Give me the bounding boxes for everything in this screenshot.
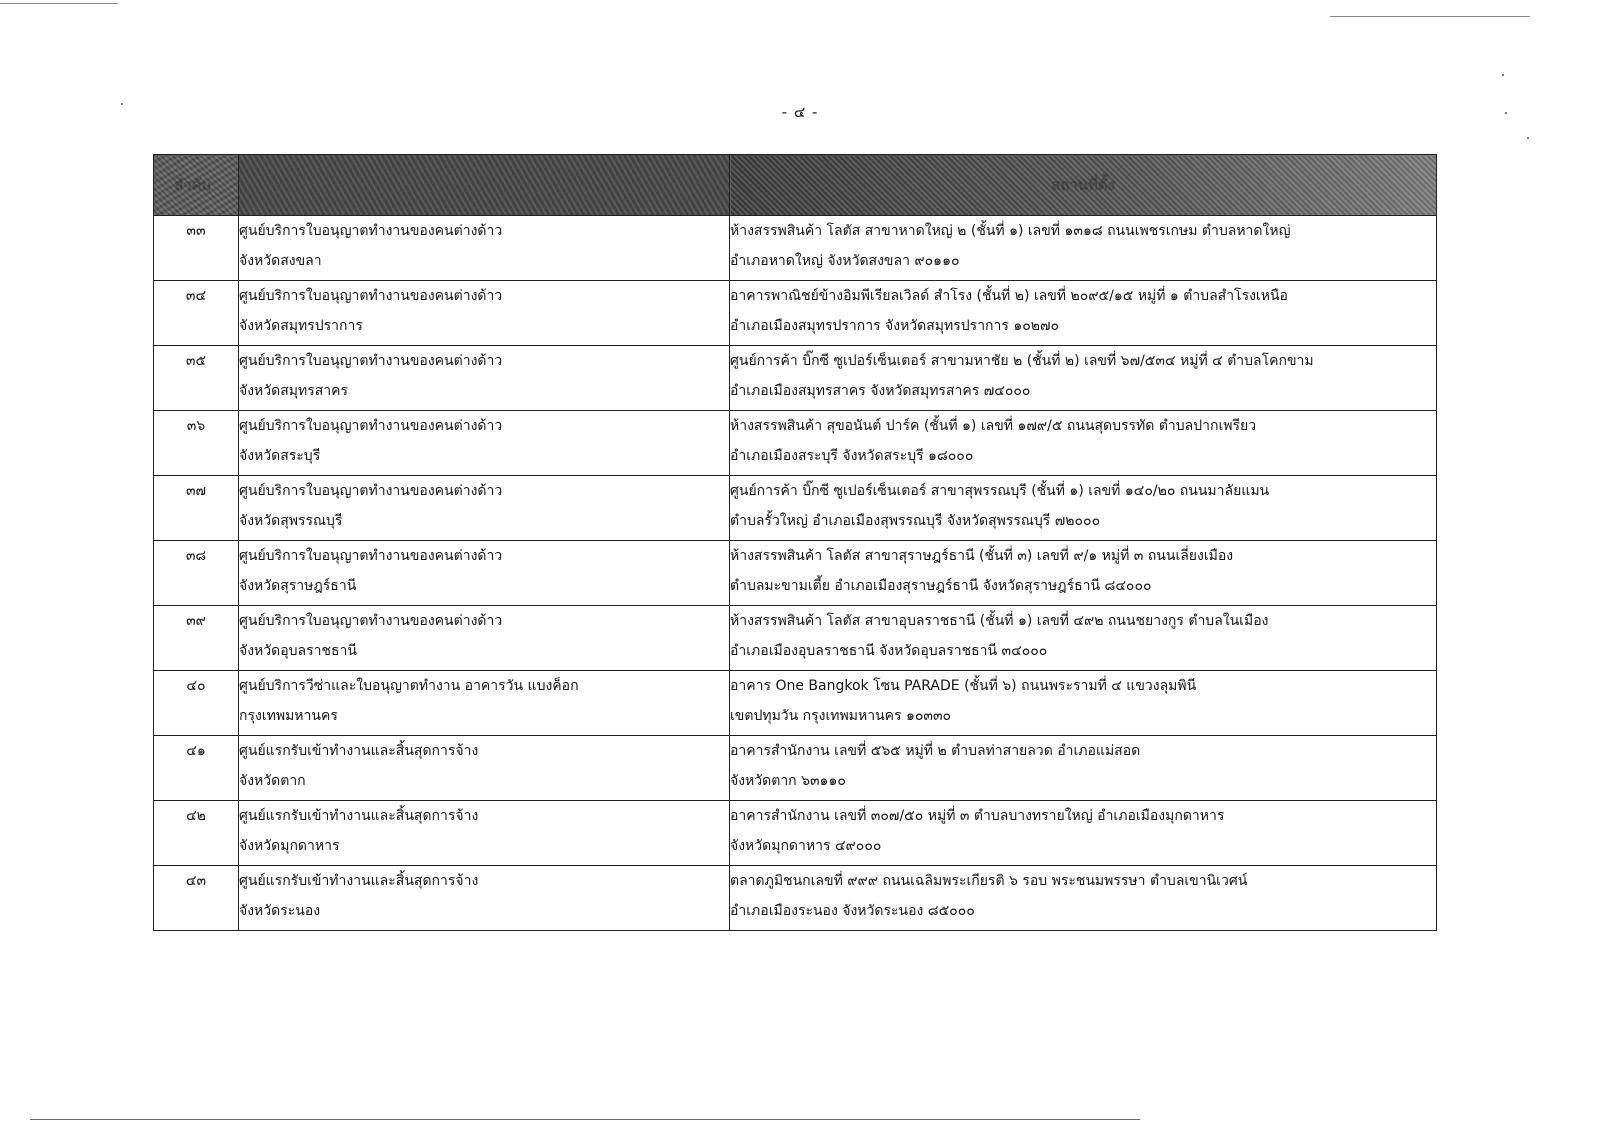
center-name-line: ศูนย์บริการใบอนุญาตทำงานของคนต่างด้าว (239, 288, 503, 304)
scan-speck (1527, 137, 1529, 139)
address-cell (730, 541, 1437, 606)
address-line: ห้างสรรพสินค้า สุขอนันต์ ปาร์ค (ชั้นที่ ๑) เลขที่ ๑๗๙/๕ ถนนสุดบรรทัด ตำบลปากเพรียว (730, 418, 1257, 434)
page-number: - ๔ - (781, 103, 819, 121)
row-number: ๓๗ (154, 476, 239, 541)
address-line: ห้างสรรพสินค้า โลตัส สาขาหาดใหญ่ ๒ (ชั้นที่ ๑) เลขที่ ๑๓๑๘ ถนนเพชรเกษม ตำบลหาดใหญ่ (730, 223, 1291, 239)
center-name-line: ศูนย์บริการใบอนุญาตทำงานของคนต่างด้าว (239, 418, 503, 434)
center-name-cell (239, 281, 730, 346)
center-province-line: จังหวัดอุบลราชธานี (239, 643, 357, 659)
address-line: อำเภอเมืองระนอง จังหวัดระนอง ๘๕๐๐๐ (730, 903, 975, 919)
table-row (154, 411, 1437, 476)
address-cell (730, 216, 1437, 281)
address-cell (730, 866, 1437, 931)
address-cell (730, 671, 1437, 736)
center-name-line: ศูนย์แรกรับเข้าทำงานและสิ้นสุดการจ้าง (239, 873, 479, 889)
table-row (154, 346, 1437, 411)
address-line: อาคารสำนักงาน เลขที่ ๕๖๕ หมู่ที่ ๒ ตำบลท่าสายลวด อำเภอแม่สอด (730, 743, 1141, 759)
address-line: ตำบลรั้วใหญ่ อำเภอเมืองสุพรรณบุรี จังหวัดสุพรรณบุรี ๗๒๐๐๐ (730, 513, 1101, 529)
address-line: จังหวัดมุกดาหาร ๔๙๐๐๐ (730, 838, 882, 854)
table-row (154, 476, 1437, 541)
center-province-line: จังหวัดสุพรรณบุรี (239, 513, 343, 529)
center-province-line: จังหวัดสงขลา (239, 253, 322, 269)
address-line: ห้างสรรพสินค้า โลตัส สาขาอุบลราชธานี (ชั้นที่ ๑) เลขที่ ๔๙๒ ถนนชยางกูร ตำบลในเมือง (730, 613, 1269, 629)
address-cell (730, 346, 1437, 411)
center-name-cell (239, 671, 730, 736)
address-line: อำเภอเมืองอุบลราชธานี จังหวัดอุบลราชธานี ๓๔๐๐๐ (730, 643, 1048, 659)
center-name-line: ศูนย์บริการใบอนุญาตทำงานของคนต่างด้าว (239, 548, 503, 564)
center-name-cell (239, 801, 730, 866)
row-number: ๓๙ (154, 606, 239, 671)
table-row (154, 866, 1437, 931)
center-name-cell (239, 346, 730, 411)
top-right-scan-line (1330, 16, 1530, 17)
address-cell (730, 801, 1437, 866)
address-line: ศูนย์การค้า บิ๊กซี ซูเปอร์เซ็นเตอร์ สาขาสุพรรณบุรี (ชั้นที่ ๑) เลขที่ ๑๔๐/๒๐ ถนนมาลัยแมน (730, 483, 1270, 499)
address-line: ห้างสรรพสินค้า โลตัส สาขาสุราษฎร์ธานี (ชั้นที่ ๓) เลขที่ ๙/๑ หมู่ที่ ๓ ถนนเลี่ยงเมือง (730, 548, 1234, 564)
address-cell (730, 606, 1437, 671)
bottom-scan-line (30, 1119, 1140, 1120)
row-number: ๓๓ (154, 216, 239, 281)
row-number: ๔๒ (154, 801, 239, 866)
table-header-row (154, 155, 1437, 216)
center-name-cell (239, 606, 730, 671)
table-row (154, 801, 1437, 866)
center-name-cell (239, 216, 730, 281)
scan-speck (1502, 74, 1504, 76)
table-row (154, 281, 1437, 346)
center-name-cell (239, 736, 730, 801)
table-row (154, 606, 1437, 671)
center-name-cell (239, 866, 730, 931)
header-location: สถานที่ตั้ง (730, 155, 1437, 216)
center-name-line: ศูนย์แรกรับเข้าทำงานและสิ้นสุดการจ้าง (239, 808, 479, 824)
center-province-line: จังหวัดตาก (239, 773, 306, 789)
table-row (154, 671, 1437, 736)
table-row (154, 736, 1437, 801)
center-name-line: ศูนย์บริการวีซ่าและใบอนุญาตทำงาน อาคารวัน แบงค็อก (239, 678, 579, 694)
center-name-cell (239, 541, 730, 606)
row-number: ๔๑ (154, 736, 239, 801)
center-name-line: ศูนย์บริการใบอนุญาตทำงานของคนต่างด้าว (239, 613, 503, 629)
address-line: อำเภอเมืองสระบุรี จังหวัดสระบุรี ๑๘๐๐๐ (730, 448, 974, 464)
address-line: เขตปทุมวัน กรุงเทพมหานคร ๑๐๓๓๐ (730, 708, 952, 724)
address-line: อำเภอเมืองสมุทรปราการ จังหวัดสมุทรปราการ ๑๐๒๗๐ (730, 318, 1060, 334)
row-number: ๔๓ (154, 866, 239, 931)
center-name-cell (239, 411, 730, 476)
address-line: อาคารสำนักงาน เลขที่ ๓๐๗/๕๐ หมู่ที่ ๓ ตำบลบางทรายใหญ่ อำเภอเมืองมุกดาหาร (730, 808, 1225, 824)
address-cell (730, 411, 1437, 476)
center-province-line: จังหวัดมุกดาหาร (239, 838, 340, 854)
header-center (239, 155, 730, 216)
row-number: ๓๘ (154, 541, 239, 606)
center-name-cell (239, 476, 730, 541)
center-province-line: จังหวัดสระบุรี (239, 448, 321, 464)
address-line: อาคารพาณิชย์ข้างอิมพีเรียลเวิลด์ สำโรง (ชั้นที่ ๒) เลขที่ ๒๐๙๕/๑๕ หมู่ที่ ๑ ตำบลสำโรงเหนือ (730, 288, 1288, 304)
row-number: ๓๔ (154, 281, 239, 346)
top-left-scan-line (0, 3, 118, 4)
address-line: ตำบลมะขามเตี้ย อำเภอเมืองสุราษฎร์ธานี จังหวัดสุราษฎร์ธานี ๘๔๐๐๐ (730, 578, 1152, 594)
row-number: ๓๖ (154, 411, 239, 476)
address-line: อำเภอหาดใหญ่ จังหวัดสงขลา ๙๐๑๑๐ (730, 253, 960, 269)
center-province-line: จังหวัดสมุทรปราการ (239, 318, 363, 334)
address-cell (730, 476, 1437, 541)
table-row (154, 216, 1437, 281)
center-name-line: ศูนย์บริการใบอนุญาตทำงานของคนต่างด้าว (239, 353, 503, 369)
table-row (154, 541, 1437, 606)
row-number: ๔๐ (154, 671, 239, 736)
address-line: อำเภอเมืองสมุทรสาคร จังหวัดสมุทรสาคร ๗๔๐๐๐ (730, 383, 1031, 399)
row-number: ๓๕ (154, 346, 239, 411)
address-line: อาคาร One Bangkok โซน PARADE (ชั้นที่ ๖) ถนนพระรามที่ ๔ แขวงลุมพินี (730, 678, 1197, 694)
center-name-line: ศูนย์บริการใบอนุญาตทำงานของคนต่างด้าว (239, 483, 503, 499)
address-line: ตลาดภูมิชนกเลขที่ ๙๙๙ ถนนเฉลิมพระเกียรติ ๖ รอบ พระชนมพรรษา ตำบลเขานิเวศน์ (730, 873, 1248, 889)
center-name-line: ศูนย์แรกรับเข้าทำงานและสิ้นสุดการจ้าง (239, 743, 479, 759)
address-line: ศูนย์การค้า บิ๊กซี ซูเปอร์เซ็นเตอร์ สาขามหาชัย ๒ (ชั้นที่ ๒) เลขที่ ๖๗/๕๓๔ หมู่ที่ ๔ ตำบลโคกขาม (730, 353, 1314, 369)
header-order: ลำดับ (154, 155, 239, 216)
address-cell (730, 281, 1437, 346)
center-name-line: ศูนย์บริการใบอนุญาตทำงานของคนต่างด้าว (239, 223, 503, 239)
center-province-line: จังหวัดสุราษฎร์ธานี (239, 578, 357, 594)
service-center-table (153, 154, 1437, 931)
center-province-line: จังหวัดระนอง (239, 903, 321, 919)
address-line: จังหวัดตาก ๖๓๑๑๐ (730, 773, 846, 789)
center-province-line: กรุงเทพมหานคร (239, 708, 338, 724)
address-cell (730, 736, 1437, 801)
center-province-line: จังหวัดสมุทรสาคร (239, 383, 349, 399)
